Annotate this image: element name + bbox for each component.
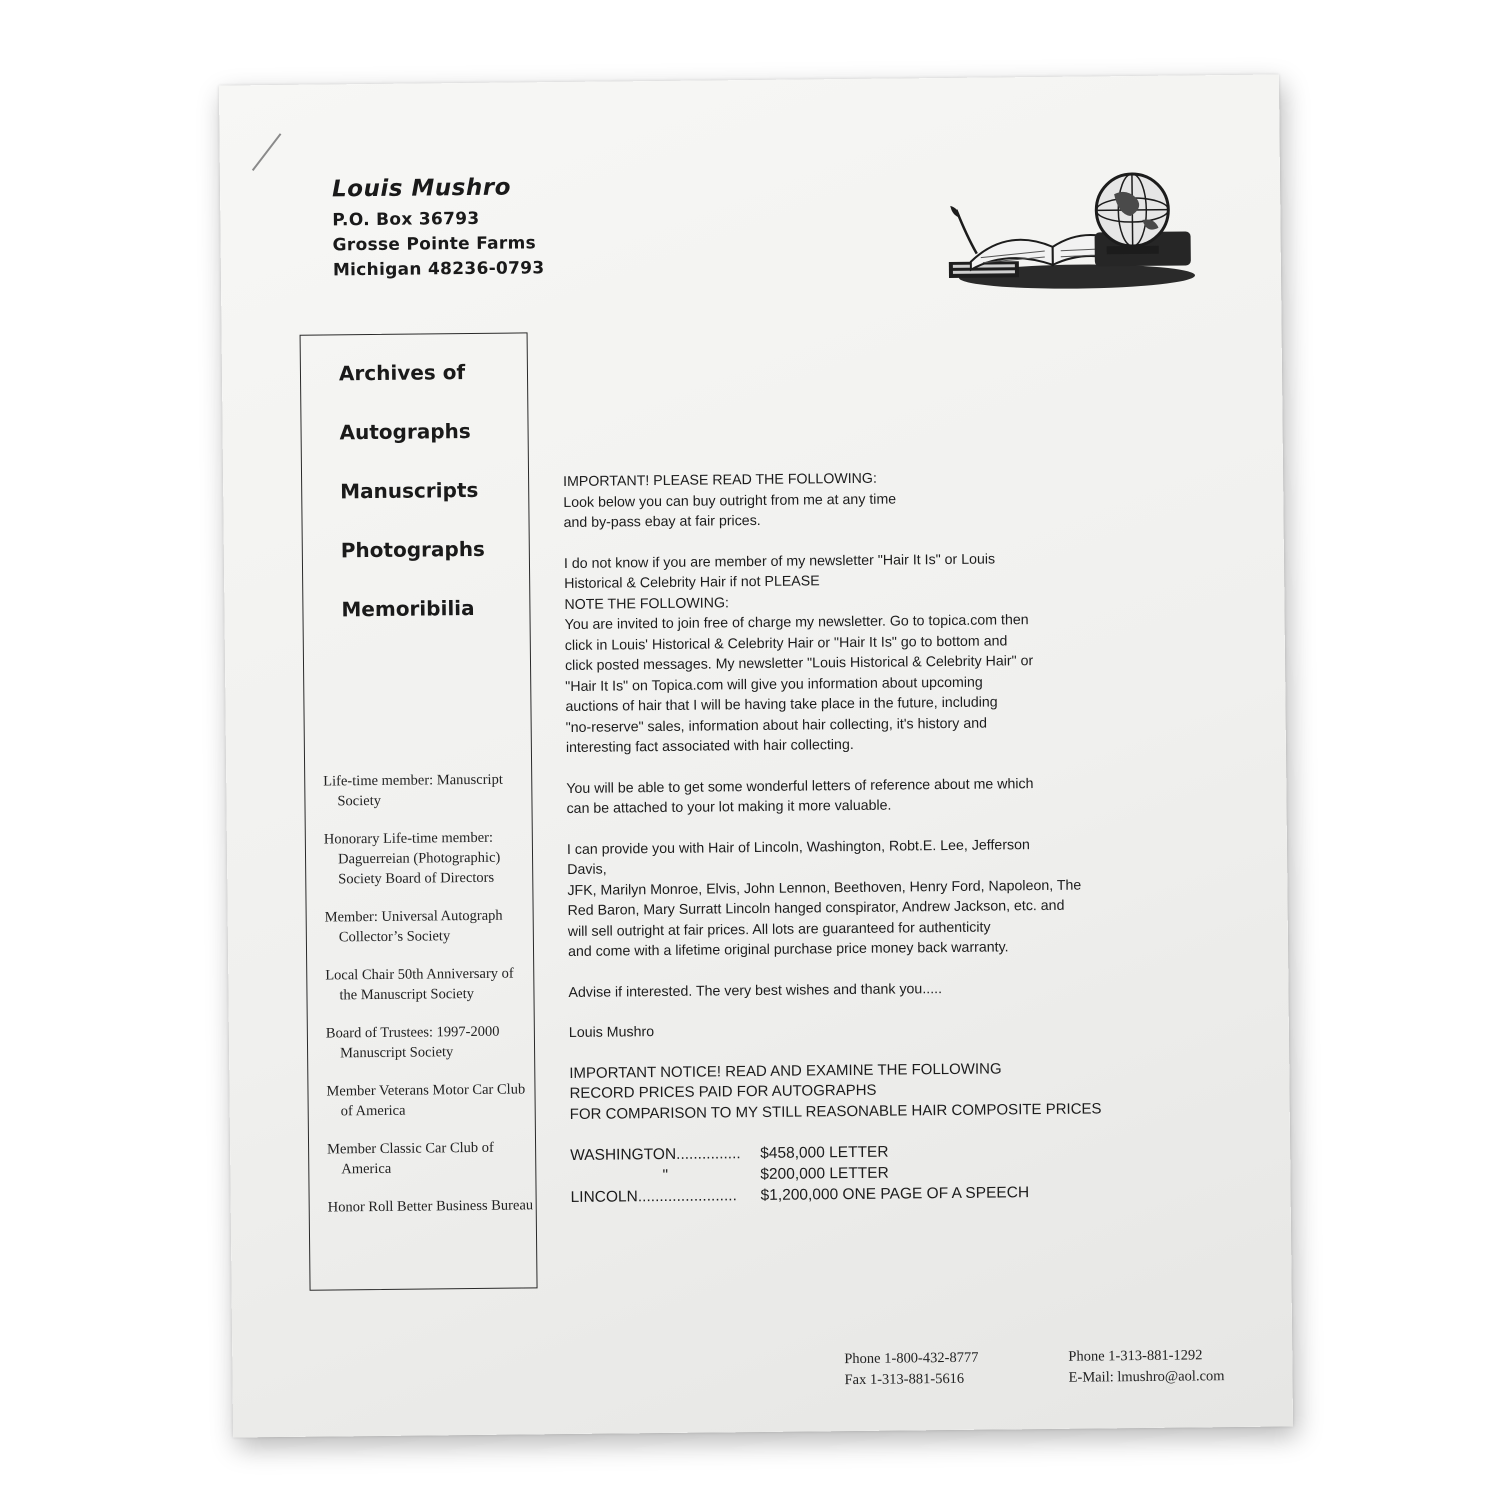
paragraph-hair-offer: I can provide you with Hair of Lincoln, Washington, Robt.E. Lee, Jefferson Davis, JFK, Marilyn Monroe, Elvis, John Lennon, Beethoven, Henry Ford, Napoleon, The Red Baron, Mary Surratt Lincoln hanged conspirator, Andrew Jackson, etc. and will sell outright at fair prices. All lots are guaranteed for authenticity and come with a lifetime original purchase price money back warranty. bbox=[566, 836, 1082, 960]
paragraph-closing: Advise if interested. The very best wishes and thank you..... bbox=[568, 980, 943, 1001]
letter-body bbox=[563, 466, 1171, 1208]
membership-item: Member: Universal Autograph Collector’s Society bbox=[324, 907, 503, 946]
price-item-name: LINCOLN....................... bbox=[570, 1187, 737, 1206]
price-item-name: WASHINGTON............... bbox=[570, 1145, 741, 1164]
membership-item: Member Veterans Motor Car Club of America bbox=[326, 1081, 526, 1120]
membership-item: Honorary Life-time member: Daguerreian (Photographic) Society Board of Directors bbox=[323, 829, 501, 888]
contact-column-right bbox=[1068, 1345, 1224, 1389]
paragraph-important: IMPORTANT! PLEASE READ THE FOLLOWING: Look below you can buy outright from me at any time and by-pass ebay at fair prices. bbox=[563, 470, 897, 532]
price-item-name: " bbox=[662, 1166, 669, 1185]
membership-item: Board of Trustees: 1997-2000 Manuscript Society bbox=[325, 1023, 500, 1062]
sidebar-heading bbox=[339, 360, 486, 656]
sidebar-box bbox=[300, 332, 538, 1290]
address-line: Grosse Pointe Farms bbox=[332, 233, 537, 256]
globe-and-open-book-icon bbox=[936, 163, 1197, 296]
membership-item: Member Classic Car Club of America bbox=[327, 1139, 494, 1178]
price-item-value: $458,000 LETTER bbox=[760, 1143, 889, 1162]
contact-footer bbox=[844, 1345, 1224, 1391]
letterhead bbox=[332, 174, 545, 283]
price-list bbox=[570, 1139, 1171, 1208]
membership-item: Honor Roll Better Business Bureau bbox=[327, 1197, 534, 1216]
heading-line: Manuscripts bbox=[340, 477, 479, 504]
heading-line: Photographs bbox=[340, 536, 486, 563]
address-line: P.O. Box 36793 bbox=[332, 208, 480, 231]
staple-mark bbox=[252, 133, 282, 171]
price-item-value: $1,200,000 ONE PAGE OF A SPEECH bbox=[760, 1184, 1030, 1204]
heading-line: Archives of bbox=[338, 360, 466, 386]
fax-number: Fax 1-313-881-5616 bbox=[844, 1370, 965, 1389]
membership-item: Local Chair 50th Anniversary of the Manuscript Society bbox=[325, 965, 514, 1004]
sender-name: Louis Mushro bbox=[331, 174, 512, 203]
heading-line: Autographs bbox=[339, 418, 471, 445]
heading-line: Memoribilia bbox=[341, 595, 475, 622]
phone-number: Phone 1-800-432-8777 bbox=[844, 1349, 979, 1368]
notice: IMPORTANT NOTICE! READ AND EXAMINE THE FOLLOWING RECORD PRICES PAID FOR AUTOGRAPHS FOR COMPARISON TO MY STILL REASONABLE HAIR COMPOSITE PRICES bbox=[569, 1059, 1102, 1123]
address-line: Michigan 48236-0793 bbox=[332, 258, 545, 281]
signature: Louis Mushro bbox=[568, 1024, 655, 1041]
letter-page bbox=[219, 74, 1293, 1437]
paragraph-newsletter: I do not know if you are member of my newsletter "Hair It Is" or Louis Historical & Celebrity Hair if not PLEASE NOTE THE FOLLOWING: You are invited to join free of charge my newsletter. Go to topica.com then click in Louis' Historical & Celebrity Hair or "Hair It Is" go to bottom and click posted messages. My newsletter "Louis Historical & Celebrity Hair" or "Hair It Is" on Topica.com will give you information about upcoming auctions of hair that I will be having take place in the future, including "no-reserve" sales, information about hair collecting, it's history and interesting fact associated with hair collecting. bbox=[563, 550, 1034, 756]
price-item-value: $200,000 LETTER bbox=[760, 1164, 889, 1183]
phone-number: Phone 1-313-881-1292 bbox=[1068, 1347, 1203, 1365]
contact-column-left bbox=[844, 1348, 979, 1391]
email-address: E-Mail: lmushro@aol.com bbox=[1068, 1368, 1225, 1386]
membership-item: Life-time member: Manuscript Society bbox=[323, 771, 503, 810]
memberships-list bbox=[323, 769, 534, 1235]
paragraph-references: You will be able to get some wonderful letters of reference about me which can be attached to your lot making it more valuable. bbox=[566, 775, 1034, 817]
